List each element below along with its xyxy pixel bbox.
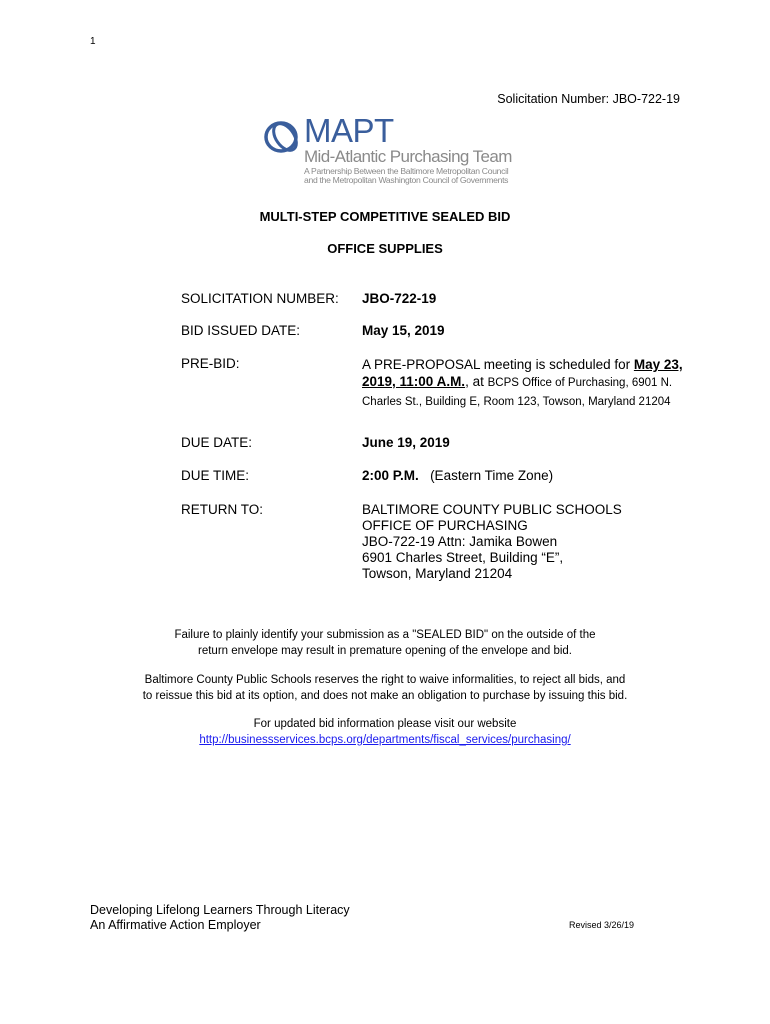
return-address-line: JBO-722-19 Attn: Jamika Bowen (362, 534, 558, 549)
mapt-swoosh-icon (262, 116, 306, 160)
logo-team-text: Mid-Atlantic Purchasing Team (304, 147, 512, 166)
pre-bid-location: BCPS Office of Purchasing, 6901 N. Charles St., Building E, Room 123, Towson, Maryland 21204 (362, 377, 673, 408)
due-time-label: DUE TIME: (181, 468, 250, 483)
return-address-line: Towson, Maryland 21204 (362, 566, 513, 581)
pre-bid-text-c: , at (465, 374, 488, 389)
pre-bid-text-a: A PRE-PROPOSAL meeting is scheduled for (362, 357, 634, 372)
return-address (362, 502, 622, 582)
website-intro: For updated bid information please visit our website (253, 718, 517, 730)
due-date-value: June 19, 2019 (362, 435, 450, 450)
footer-line2: An Affirmative Action Employer (90, 918, 261, 932)
rights-notice (0, 673, 770, 704)
page-number: 1 (90, 36, 96, 47)
pre-bid-label: PRE-BID: (181, 356, 240, 371)
due-date-label: DUE DATE: (181, 435, 253, 450)
rights-notice-line2: to reissue this bid at its option, and does not make an obligation to purchase by issuing this bid. (142, 689, 628, 702)
return-to-label: RETURN TO: (181, 502, 264, 517)
document-subtitle: OFFICE SUPPLIES (327, 241, 443, 256)
return-address-line: OFFICE OF PURCHASING (362, 518, 528, 533)
return-address-line: BALTIMORE COUNTY PUBLIC SCHOOLS (362, 502, 622, 517)
revised-date: Revised 3/26/19 (569, 920, 635, 930)
sealed-bid-notice-line1: Failure to plainly identify your submission as a "SEALED BID" on the outside of the (174, 629, 596, 641)
purchasing-website-link[interactable]: http://businessservices.bcps.org/departments/fiscal_services/purchasing/ (199, 733, 571, 746)
document-title: MULTI-STEP COMPETITIVE SEALED BID (259, 209, 511, 224)
solicitation-number-value: JBO-722-19 (362, 291, 437, 306)
rights-notice-line1: Baltimore County Public Schools reserves the right to waive informalities, to reject all bids, and (144, 674, 626, 686)
header-solicitation-number: Solicitation Number: JBO-722-19 (497, 92, 680, 106)
due-time-value (362, 468, 553, 483)
footer-line1: Developing Lifelong Learners Through Literacy (90, 903, 350, 917)
sealed-bid-notice-line2: return envelope may result in premature opening of the envelope and bid. (198, 644, 572, 657)
solicitation-number-label: SOLICITATION NUMBER: (181, 291, 339, 306)
bid-issued-value: May 15, 2019 (362, 323, 445, 338)
pre-bid-value (362, 356, 692, 411)
time-zone: (Eastern Time Zone) (430, 468, 554, 483)
due-time: 2:00 P.M. (362, 468, 419, 483)
logo-mapt-text: MAPT (304, 112, 394, 149)
mapt-logo (262, 114, 522, 186)
bid-issued-label: BID ISSUED DATE: (181, 323, 301, 338)
logo-partnership-line2: and the Metropolitan Washington Council of Governments (304, 175, 509, 185)
website-notice (0, 717, 770, 748)
sealed-bid-notice (0, 628, 770, 659)
footer-motto (90, 903, 350, 933)
return-address-line: 6901 Charles Street, Building “E”, (362, 550, 564, 565)
logo-partnership-line1: A Partnership Between the Baltimore Metropolitan Council (304, 166, 509, 176)
pre-bid-date: May 23, 2019, 11:00 A.M. (362, 357, 683, 389)
